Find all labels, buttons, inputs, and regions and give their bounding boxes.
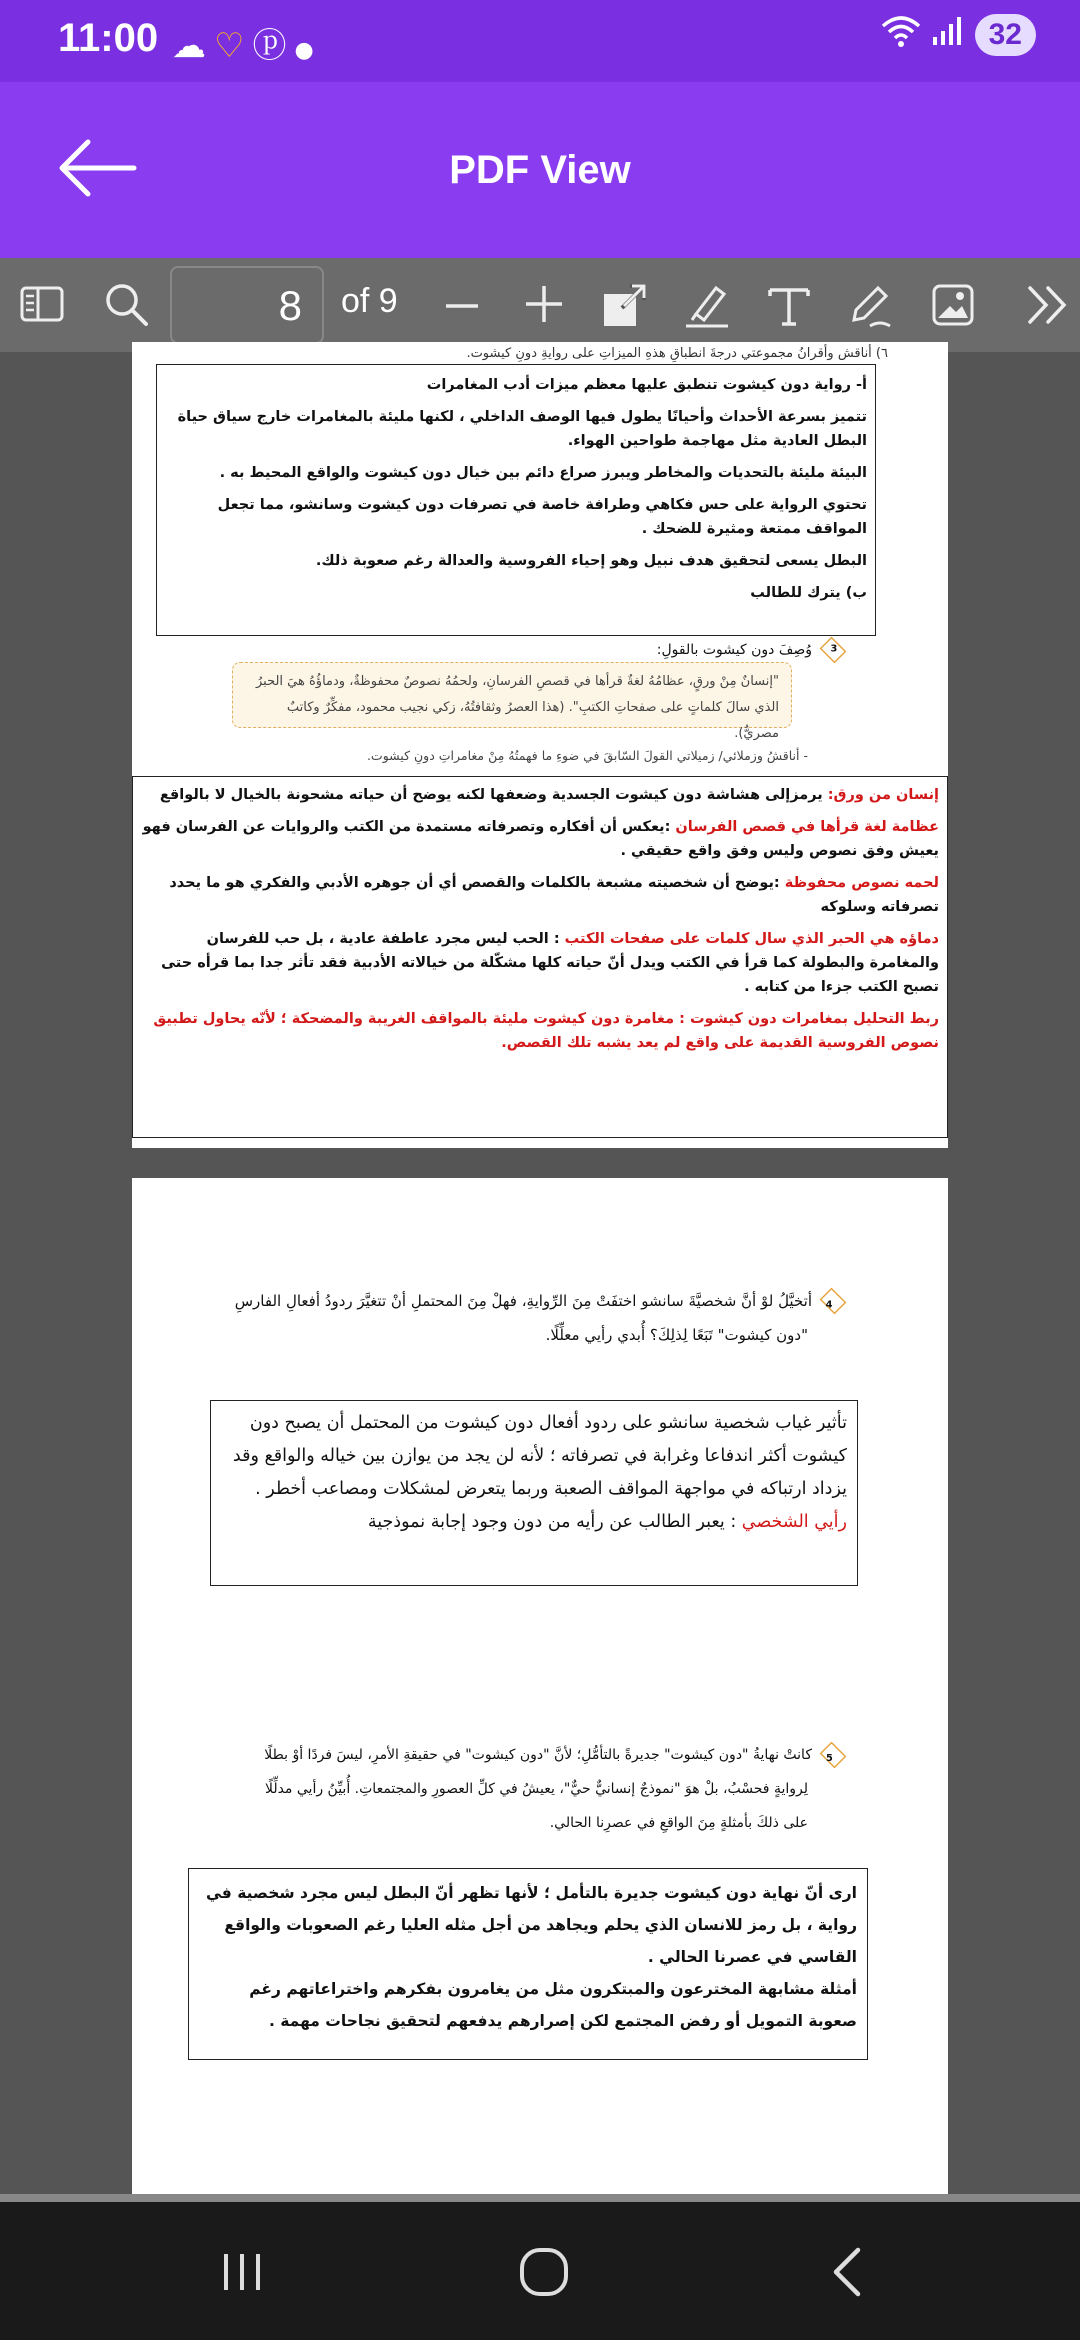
page-count-label: of 9	[341, 282, 398, 320]
horizontal-scrollbar[interactable]	[0, 2194, 1080, 2202]
answer-2-line: ربط التحليل بمغامرات دون كيشوت : مغامرة دون كيشوت مليئة بالمواقف الغريبة والمضحكة ؛ لأنّه يحاول تطبيق نصوص الفروسية القديمة على واقع لم يعد يشبه تلك القصص.	[153, 1011, 939, 1051]
answer-box-2	[132, 776, 948, 1138]
fit-icon	[600, 280, 650, 330]
cut-instruction-text: ٦) أناقش وأقرانُ مجموعتي درجةَ انطباقِ هذهِ الميزاتِ على روايةِ دونِ كيشوت.	[466, 346, 888, 361]
answer-1-line: ب) يترك للطالب	[750, 585, 867, 601]
search-icon	[102, 280, 150, 328]
answer-4-text: تأثير غياب شخصية سانشو على ردود أفعال دون كيشوت من المحتمل أن يصبح دون كيشوت أكثر اندفاعا وغرابة في تصرفاته ؛ لأنه لن يجد من يوازن بين خياله والواقع وقد يزداد ارتباكه في مواجهة المواقف الصعبة وربما يتعرض لمشكلات ومصاعب أخطر .	[232, 1413, 847, 1499]
app-bar	[0, 82, 1080, 258]
quote-line: "إنسانٌ مِنْ ورقٍ، عظامُهُ لغةٌ قرأها في قصصِ الفرسانِ، ولحمُهُ نصوصٌ محفوظةٌ، ودماؤُهُ هيَ الحبرُ	[255, 674, 779, 689]
question-number-badge: 5	[820, 1742, 847, 1769]
quote-line: الذي سالَ كلماتٍ على صفحاتِ الكتبِ". (هذا العصرُ وثقافتُهُ، زكي نجيب محمود، مفكِّرٌ وكاتبٌ مصريٌّ).	[286, 700, 779, 741]
answer-1-line: أ- رواية دون كيشوت تنطبق عليها معظم ميزات أدب المغامرات	[426, 377, 867, 393]
app-notification-icon: ♡	[214, 26, 253, 66]
status-notification-icons	[172, 18, 322, 67]
highlight-button[interactable]	[682, 280, 732, 330]
sidebar-icon	[18, 280, 66, 328]
answer-1-line: تحتوي الرواية على حس فكاهي وطرافة خاصة في تصرفات دون كيشوت وسانشو، مما تجعل المواقف ممتعة ومثيرة للضحك .	[217, 497, 867, 537]
question-3-header	[657, 638, 848, 662]
zoom-out-icon	[438, 280, 486, 328]
question-number-badge: 4	[820, 1288, 847, 1315]
status-time: 11:00	[58, 16, 159, 60]
system-nav-bar	[0, 2202, 1080, 2340]
zoom-in-icon	[520, 280, 568, 328]
pinterest-icon: ⓟ	[252, 26, 295, 66]
question-5-prompt-line: لِروايةٍ فحسْبُ، بلْ هوَ "نموذجٌ إنسانيٌّ حيٌّ"، يعيشُ في كلِّ العصورِ والمجتمعاتِ. أُبيِّنُ رأيي مدلِّلًا	[264, 1781, 808, 1797]
back-icon	[818, 2242, 878, 2302]
answer-box-5	[188, 1868, 868, 2060]
battery-indicator: 32	[975, 14, 1036, 56]
pdf-toolbar	[0, 258, 1080, 352]
zoom-in-button[interactable]	[520, 280, 570, 330]
answer-box-4	[210, 1400, 858, 1586]
answer-1-line: البطل يسعى لتحقيق هدف نبيل وهو إحياء الفروسية والعدالة رغم صعوبة ذلك.	[315, 553, 867, 569]
status-bar	[0, 0, 1080, 82]
highlight-icon	[682, 280, 732, 330]
answer-2-line: عظامة لغة قرأها في قصص الفرسان :يعكس أن أفكاره وتصرفاته مستمدة من الكتب والروايات عن الفرسان فهو يعيش وفق نصوص وليس وفق واقع حقيقي .	[142, 819, 939, 859]
answer-5-para: أمثلة مشابهة المخترعون والمبتكرون مثل من يغامرون بفكرهم واختراعاتهم رغم صعوبة التمويل أو رفض المجتمع لكن إصرارهم يدفعهم لتحقيق نجاحات مهمة .	[249, 1980, 857, 2030]
pdf-page-7	[132, 342, 948, 1148]
answer-box-1	[156, 364, 876, 636]
answer-2-line: دماؤه هي الحبر الذي سال كلمات على صفحات الكتب : الحب ليس مجرد عاطفة عادية ، بل حب للفرسان والمغامرة والبطولة كما قرأ في الكتب ويدل أنّ حياته كلها مشكّلة من خيالاته الأدبية فقد تأثر جدا بما قرأه حتى تصبح الكتب جزءا من كتابه .	[161, 931, 939, 995]
question-4	[228, 1284, 848, 1352]
pdf-viewer[interactable]	[0, 346, 1080, 2200]
question-5	[228, 1738, 848, 1840]
question-3-instruction: - أناقشُ وزملائي/ زميلاتي القولَ السّابقَ في ضوءِ ما فهمتُهُ مِنْ مغامراتِ دونِ كيشوت.	[366, 748, 808, 763]
zoom-out-button[interactable]	[438, 280, 488, 330]
app-title: PDF View	[449, 148, 631, 192]
pdf-page-8	[132, 1178, 948, 2218]
more-icon	[1024, 280, 1074, 330]
question-number-badge: 3	[820, 637, 847, 664]
image-icon	[928, 280, 978, 330]
dot-icon: ●	[294, 38, 322, 63]
draw-button[interactable]	[844, 280, 894, 330]
draw-icon	[844, 280, 894, 330]
home-button[interactable]	[514, 2242, 574, 2302]
question-4-prompt-line: "دون كيشوت" تَبَعًا لِذلِكَ؟ أُبدي رأيي معلِّلًا.	[545, 1326, 808, 1344]
home-icon	[514, 2242, 574, 2302]
nav-back-button[interactable]	[818, 2242, 878, 2302]
question-3-prompt: وُصِفَ دون كيشوت بالقولِ:	[656, 642, 812, 658]
question-4-prompt-line: أتخيَّلُ لوْ أنَّ شخصيَّةَ سانشو اختفَتْ مِنَ الرِّوايةِ، فهلْ مِنَ المحتملِ أنْ تتغيَّرَ ردودُ أفعالِ الفارسِ	[234, 1292, 812, 1310]
quote-box	[232, 662, 792, 741]
answer-1-line: تتميز بسرعة الأحداث وأحيانًا يطول فيها الوصف الداخلي ، لكنها مليئة بالمغامرات خارج سياق حياة البطل العادية مثل مهاجمة طواحين الهواء.	[177, 409, 867, 449]
text-tool-button[interactable]	[764, 280, 814, 330]
signal-icon	[931, 15, 965, 55]
recents-button[interactable]	[212, 2242, 272, 2302]
question-5-prompt-line: على ذلكَ بأمثلةٍ مِنَ الواقعِ في عصرِنا الحالي.	[549, 1815, 808, 1831]
answer-5-para: ارى أنّ نهاية دون كيشوت جديرة بالتأمل ؛ لأنها تظهر أنّ البطل ليس مجرد شخصية في رواية ، بل رمز للانسان الذي يحلم ويجاهد من أجل مثله العليا رغم الصعوبات والواقع القاسي في عصرنا الحالي .	[205, 1884, 857, 1966]
fit-page-button[interactable]	[600, 280, 650, 330]
page-number-input[interactable]: 8	[170, 266, 324, 344]
status-system-icons	[881, 14, 1036, 56]
text-icon	[764, 280, 814, 330]
search-button[interactable]	[102, 280, 152, 330]
recents-icon	[212, 2242, 272, 2302]
answer-1-line: البيئة مليئة بالتحديات والمخاطر ويبرز صراع دائم بين خيال دون كيشوت والواقع المحيط به .	[219, 465, 867, 481]
wifi-icon	[881, 14, 921, 56]
sidebar-toggle-button[interactable]	[18, 280, 68, 330]
more-tools-button[interactable]	[1024, 280, 1074, 330]
answer-2-line: لحمه نصوص محفوظة :يوضح أن شخصيته مشبعة بالكلمات والقصص أي أن جوهره الأدبي والفكري هو ما يحدد تصرفاته وسلوكه	[169, 875, 939, 915]
answer-4-opinion: رأيي الشخصي : يعبر الطالب عن رأيه من دون وجود إجابة نموذجية	[367, 1512, 847, 1532]
image-button[interactable]	[928, 280, 978, 330]
question-5-prompt-line: كانتْ نهايةُ "دون كيشوت" جديرةً بالتأمُّلِ؛ لأنَّ "دون كيشوت" في حقيقةِ الأمرِ، ليسَ فردًا أوْ بطلًا	[264, 1747, 812, 1763]
cloud-icon: ☁	[172, 26, 214, 66]
answer-2-line: إنسان من ورق: يرمزإلى هشاشة دون كيشوت الجسدية وضعفها لكنه يوضح أن حياته مشحونة بالخيال لا بالواقع	[159, 787, 939, 803]
